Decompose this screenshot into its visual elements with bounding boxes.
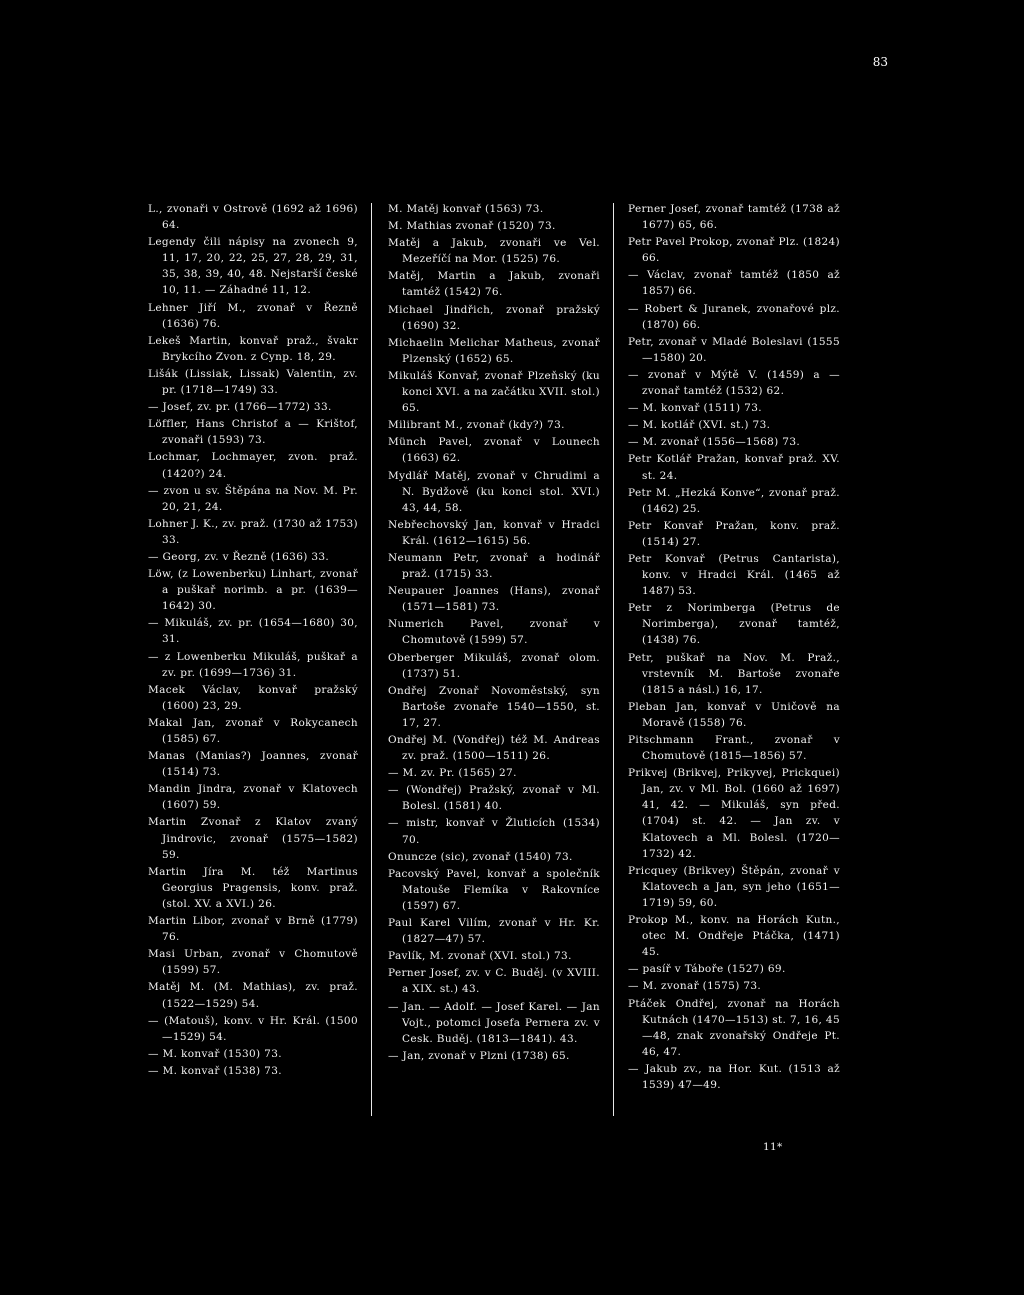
index-entry: Prikvej (Brikvej, Prikyvej, Prickquei) Jan, zv. v Ml. Bol. (1660 až 1697) 41, 42. — Mikuláš, syn před. (1704) st. 42. — Jan zv. v Klatovech a Ml. Bolesl. (1720—1732) 42. bbox=[628, 767, 840, 860]
index-entry: — M. konvař (1538) 73. bbox=[148, 1064, 282, 1077]
index-entry: Petr Konvař (Petrus Cantarista), konv. v Hradci Král. (1465 až 1487) 53. bbox=[628, 552, 840, 598]
index-entry: Pacovský Pavel, konvař a společník Matouše Flemíka v Rakovníce (1597) 67. bbox=[388, 867, 600, 912]
index-entry: — Jakub zv., na Hor. Kut. (1513 až 1539) 47—49. bbox=[628, 1062, 840, 1091]
index-entry: Mikuláš Konvař, zvonař Plzeňský (ku konci XVI. a na začátku XVII. stol.) 65. bbox=[388, 369, 600, 415]
index-entry: Martin Libor, zvonař v Brně (1779) 76. bbox=[148, 915, 358, 944]
index-entry: — zvonař v Mýtě V. (1459) a — zvonař tamtéž (1532) 62. bbox=[628, 368, 840, 398]
index-entry: Makal Jan, zvonař v Rokycanech (1585) 67. bbox=[148, 716, 358, 745]
index-entry: Lochmar, Lochmayer, zvon. praž. (1420?) 24. bbox=[148, 451, 358, 480]
index-entry: — M. konvař (1511) 73. bbox=[628, 402, 762, 415]
index-entry: Martin Zvonař z Klatov zvaný Jindrovic, zvonař (1575—1582) 59. bbox=[148, 816, 358, 861]
index-entry: Pleban Jan, konvař v Uničově na Moravě (1558) 76. bbox=[628, 700, 840, 729]
index-entry: Neupauer Joannes (Hans), zvonař (1571—1581) 73. bbox=[388, 585, 600, 614]
index-entry: Petr, puškař na Nov. M. Praž., vrstevník M. Bartoše zvonaře (1815 a násl.) 16, 17. bbox=[628, 651, 840, 696]
index-entry: Mandin Jindra, zvonař v Klatovech (1607) 59. bbox=[148, 783, 358, 812]
index-entry: Michaelin Melichar Matheus, zvonař Plzenský (1652) 65. bbox=[388, 336, 600, 365]
index-column-1 bbox=[148, 201, 358, 1080]
index-entry: Münch Pavel, zvonař v Lounech (1663) 62. bbox=[388, 436, 600, 465]
index-entry: Petr Pavel Prokop, zvonař Plz. (1824) 66. bbox=[628, 236, 840, 265]
index-entry: Petr M. „Hezká Konve“, zvonař praž. (1462) 25. bbox=[628, 486, 840, 515]
index-entry: Neumann Petr, zvonař a hodinář praž. (1715) 33. bbox=[388, 551, 600, 581]
index-entry: Legendy čili nápisy na zvonech 9, 11, 17, 20, 22, 25, 27, 28, 29, 31, 35, 38, 39, 40, 48. Nejstarší české 10, 11. — Záhadné 11, 12. bbox=[148, 236, 358, 297]
index-entry: Milibrant M., zvonař (kdy?) 73. bbox=[388, 419, 565, 432]
index-entry: — (Matouš), konv. v Hr. Král. (1500—1529) 54. bbox=[148, 1014, 358, 1043]
column-divider bbox=[371, 203, 372, 1116]
index-entry: Matěj, Martin a Jakub, zvonaři tamtéž (1542) 76. bbox=[388, 270, 600, 299]
index-entry: Ptáček Ondřej, zvonař na Horách Kutnách (1470—1513) st. 7, 16, 45—48, znak zvonařský Ondřeje Pt. 46, 47. bbox=[628, 997, 840, 1058]
index-entry: Lohner J. K., zv. praž. (1730 až 1753) 33. bbox=[148, 517, 358, 546]
index-entry: Matěj a Jakub, zvonaři ve Vel. Mezeříčí na Mor. (1525) 76. bbox=[388, 237, 600, 266]
index-entry: Petr Kotlář Pražan, konvař praž. XV. st. 24. bbox=[628, 453, 840, 482]
index-entry: Ondřej M. (Vondřej) též M. Andreas zv. praž. (1500—1511) 26. bbox=[388, 734, 600, 763]
index-entry: Macek Václav, konvař pražský (1600) 23, 29. bbox=[148, 683, 358, 712]
index-entry: — pasíř v Táboře (1527) 69. bbox=[628, 963, 786, 976]
index-entry: — M. zvonař (1575) 73. bbox=[628, 980, 762, 993]
index-entry: Masi Urban, zvonař v Chomutově (1599) 57. bbox=[148, 948, 358, 977]
index-entry: Pitschmann Frant., zvonař v Chomutově (1815—1856) 57. bbox=[628, 734, 840, 763]
index-entry: — M. konvař (1530) 73. bbox=[148, 1047, 282, 1060]
index-entry: Numerich Pavel, zvonař v Chomutově (1599) 57. bbox=[388, 618, 600, 647]
index-entry: Lišák (Lissiak, Lissak) Valentin, zv. pr. (1718—1749) 33. bbox=[148, 367, 358, 397]
index-entry: Pavlík, M. zvonař (XVI. stol.) 73. bbox=[388, 950, 572, 963]
index-entry: M. Mathias zvonař (1520) 73. bbox=[388, 220, 556, 233]
index-entry: Petr Konvař Pražan, konv. praž. (1514) 27. bbox=[628, 519, 840, 548]
index-entry: — M. kotlář (XVI. st.) 73. bbox=[628, 419, 771, 432]
index-entry: — mistr, konvař v Žluticích (1534) 70. bbox=[388, 817, 600, 846]
index-entry: — zvon u sv. Štěpána na Nov. M. Pr. 20, 21, 24. bbox=[148, 484, 358, 513]
index-entry: Löw, (z Lowenberku) Linhart, zvonař a puškař norimb. a pr. (1639—1642) 30. bbox=[148, 568, 358, 613]
index-entry: Petr z Norimberga (Petrus de Norimberga), zvonař tamtéž, (1438) 76. bbox=[628, 602, 840, 647]
index-entry: — Georg, zv. v Řezně (1636) 33. bbox=[148, 550, 330, 563]
index-entry: Matěj M. (M. Mathias), zv. praž. (1522—1529) 54. bbox=[148, 981, 358, 1010]
index-entry: Lehner Jiří M., zvonař v Řezně (1636) 76. bbox=[148, 301, 358, 330]
index-entry: — z Lowenberku Mikuláš, puškař a zv. pr. (1699—1736) 31. bbox=[148, 650, 358, 679]
index-entry: Onuncze (sic), zvonař (1540) 73. bbox=[388, 850, 573, 863]
index-entry: Mydlář Matěj, zvonař v Chrudimi a N. Bydžově (ku konci stol. XVI.) 43, 44, 58. bbox=[388, 469, 600, 514]
index-entry: Prokop M., konv. na Horách Kutn., otec M. Ondřeje Ptáčka, (1471) 45. bbox=[628, 914, 840, 959]
index-entry: — Jan. — Adolf. — Josef Karel. — Jan Vojt., potomci Josefa Pernera zv. v Cesk. Buděj. (1813—1841). 43. bbox=[388, 1000, 600, 1045]
index-column-3 bbox=[628, 201, 840, 1094]
index-entry: — Jan, zvonař v Plzni (1738) 65. bbox=[388, 1049, 570, 1062]
index-entry: Ondřej Zvonař Novoměstský, syn Bartoše zvonaře 1540—1550, st. 17, 27. bbox=[388, 684, 600, 729]
page-number: 83 bbox=[872, 55, 888, 69]
index-entry: Pricquey (Brikvey) Štěpán, zvonař v Klatovech a Jan, syn jeho (1651—1719) 59, 60. bbox=[628, 864, 840, 909]
index-entry: — Václav, zvonař tamtéž (1850 až 1857) 66. bbox=[628, 269, 840, 298]
index-entry: — Mikuláš, zv. pr. (1654—1680) 30, 31. bbox=[148, 617, 358, 646]
index-entry: Michael Jindřich, zvonař pražský (1690) 32. bbox=[388, 303, 600, 332]
index-entry: Perner Josef, zvonař tamtéž (1738 až 1677) 65, 66. bbox=[628, 203, 840, 232]
index-entry: Perner Josef, zv. v C. Buděj. (v XVIII. a XIX. st.) 43. bbox=[388, 967, 600, 996]
index-entry: M. Matěj konvař (1563) 73. bbox=[388, 203, 544, 215]
index-entry: — (Wondřej) Pražský, zvonař v Ml. Bolesl. (1581) 40. bbox=[388, 784, 600, 813]
index-entry: — Robert & Juranek, zvonařové plz. (1870) 66. bbox=[628, 302, 840, 331]
index-entry: — M. zvonař (1556—1568) 73. bbox=[628, 436, 801, 449]
index-entry: — Josef, zv. pr. (1766—1772) 33. bbox=[148, 401, 332, 414]
index-entry: Manas (Manias?) Joannes, zvonař (1514) 73. bbox=[148, 750, 358, 779]
column-divider bbox=[613, 203, 614, 1116]
index-column-2 bbox=[388, 201, 600, 1065]
index-entry: Löffler, Hans Christof a — Krištof, zvonaři (1593) 73. bbox=[148, 418, 358, 447]
index-entry: Oberberger Mikuláš, zvonař olom. (1737) 51. bbox=[388, 651, 600, 680]
index-entry: Nebřechovský Jan, konvař v Hradci Král. (1612—1615) 56. bbox=[388, 518, 600, 547]
index-entry: Martin Jíra M. též Martinus Georgius Pragensis, konv. praž. (stol. XV. a XVI.) 26. bbox=[148, 865, 358, 910]
index-entry: Paul Karel Vilím, zvonař v Hr. Kr. (1827—47) 57. bbox=[388, 917, 600, 946]
signature-mark: 11* bbox=[763, 1141, 783, 1153]
index-entry: — M. zv. Pr. (1565) 27. bbox=[388, 767, 517, 780]
index-entry: Lekeš Martin, konvař praž., švakr Brykcího Zvon. z Cynp. 18, 29. bbox=[148, 334, 358, 363]
index-entry: Petr, zvonař v Mladé Boleslavi (1555—1580) 20. bbox=[628, 335, 840, 364]
index-entry: L., zvonaři v Ostrově (1692 až 1696) 64. bbox=[148, 203, 358, 232]
